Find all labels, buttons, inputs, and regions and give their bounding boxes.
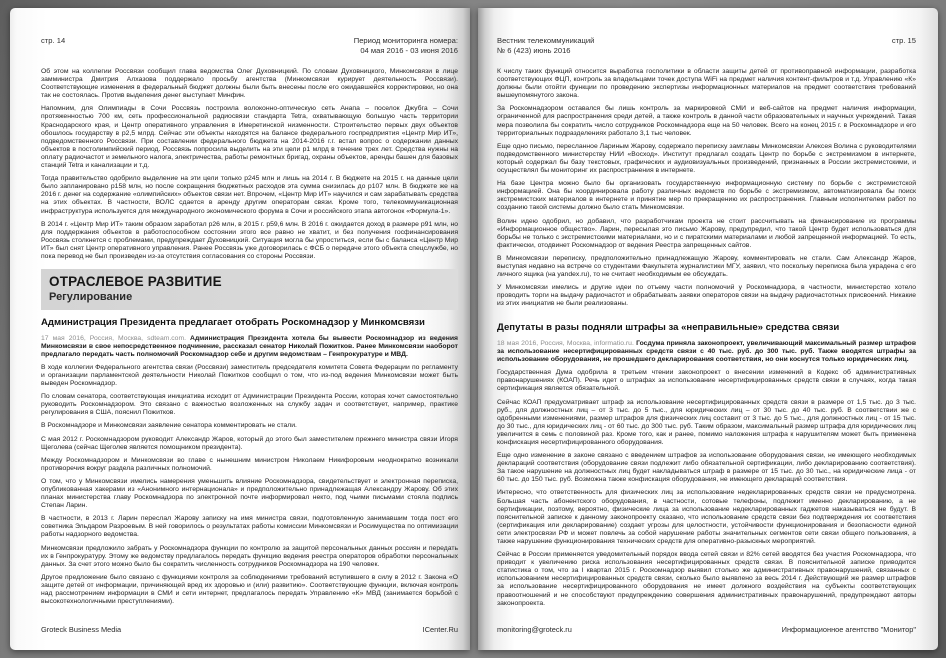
section-title: ОТРАСЛЕВОЕ РАЗВИТИЕ bbox=[49, 274, 222, 290]
section-header-bar bbox=[41, 269, 458, 310]
right-page-body bbox=[497, 68, 916, 608]
article-headline: Администрация Президента предлагает отобрать Роскомнадзор у Минкомсвязи bbox=[41, 317, 425, 329]
source-site: ICenter.Ru bbox=[422, 625, 458, 634]
publisher-name: Groteck Business Media bbox=[41, 625, 122, 634]
body-paragraph: В Роскомнадзоре и Минкомсвязи заявление сенатора комментировать не стали. bbox=[41, 422, 297, 430]
right-page-footer bbox=[497, 625, 916, 634]
page-number-left: стр. 14 bbox=[41, 36, 66, 45]
body-paragraph: Другое предложение было связано с функциями контроля за соблюдениями требований вступившего в силу в 2012 г. Закона «О защите детей от информации, причиняющей вред их здоровью и (или) развитию». Соответствующие функции, включая контроль над рассмотрением информации в СМИ и сети интернет, предлагалось передать Управлению «К» МВД (занимается борьбой с высокотехнологичными преступлениями). bbox=[41, 573, 458, 606]
journal-title: Вестник телекоммуникаций bbox=[497, 36, 595, 45]
body-paragraph: Государственная Дума одобрила в третьем чтении законопроект о внесении изменений в Кодекс об административных правонарушениях (КОАП). Речь идет о штрафах за использование несертифицированных средств связи в случаях, когда такая сертификация является обязательной. bbox=[497, 369, 916, 393]
left-page-footer bbox=[41, 625, 458, 634]
left-page-body bbox=[41, 68, 458, 606]
body-paragraph: Интересно, что ответственность для физических лиц за использование недекларированных средств связи не предусмотрена. Большая часть абонентского оборудования, в частности, сотовые телефоны, подлежит именно декларированию, а не сертификации, поэтому, вероятно, физические лица за использование недекларированных гаджетов наказываться не будут. В пояснительной записке к данному законопроекту сказано, что использование средств связи без подтверждения их соответствия (сертификация или декларирование) создает угрозы для целостности, устойчивости функционирования и безопасности единой сети электросвязи РФ и может повлечь за собой нарушение работы значительных сегментов сети связи общего пользования, а также нарушение функционирования технических средств для оперативно-разыскных мероприятий. bbox=[497, 489, 916, 545]
body-paragraph: Волин идею одобрил, но добавил, что разработчикам проекта не стоит рассчитывать на финансирование из программы «Информационное общество». Ларин, пересылая это письмо Жарову, предупредил, что такой Центр будет использоваться для борьбы не только с экстремистскими материалами, но и с пиратскими материалами и любой запрещенной информацией. То есть, фактически, отодвинет Роскомнадзор от ведения Реестра запрещенных сайтов. bbox=[497, 217, 916, 249]
right-page-content bbox=[497, 8, 916, 650]
section-subtitle: Регулирование bbox=[49, 291, 133, 304]
right-page-header bbox=[497, 36, 916, 55]
body-paragraph: С мая 2012 г. Роскомнадзором руководит Александр Жаров, который до этого был заместителем прежнего министра связи Игоря Щеголева (сейчас Щеголев является помощником президента). bbox=[41, 435, 458, 451]
page-number-right: стр. 15 bbox=[891, 36, 916, 45]
article-lead: Госдума приняла законопроект, увеличивающий максимальный размер штрафов за использование несертифицированных средств связи с 40 тыс. руб. до 300 тыс. руб. Также вводятся штрафы за использование оборудования, не прошедшего декларирования соответствия, но они коснутся только юридических лиц. bbox=[497, 339, 917, 364]
body-paragraph: К числу таких функций относится выработка госполитики в области защиты детей от противоправной информации, разработка соответствующих ФЦП, контроль за владельцами точек доступа WiFi на предмет наличия контент-фильтров и т.д. Управлению «К» должны были отойти функции по проведению экспертизы информационных материалов на предмет соответствия требований вышеупомянутого закона. bbox=[497, 68, 916, 100]
body-paragraph: Сейчас КОАП предусматривает штраф за использование несертифицированных средств связи в размере от 1,5 тыс. до 3 тыс. руб., для должностных лиц – от 3 тыс. до 5 тыс., для юридических лиц – от 30 тыс. до 40 тыс. руб. В соответствии же с одобренными изменениями, размер штрафов для физических лиц составит от 3 тыс. до 5 тыс., для должностных лиц - от 15 тыс. до 30 тыс., для юридических лиц - от 60 тыс. до 300 тыс. руб. Таким образом, максимальный размер штрафа для юридических лиц увеличится в семь с половиной раз. Кроме того, как и ранее, помимо наложения штрафа к нарушителям может быть применена конфискация несертифицированного оборудования. bbox=[497, 398, 916, 446]
journal-title-block bbox=[497, 36, 594, 55]
body-paragraph: За Роскомнадзором оставался бы лишь контроль за маркировкой СМИ и веб-сайтов на предмет наличия информации, ограниченной для распространения среди детей, а также контроль в данной части образовательных и научных учреждений. Такая мера позволила бы сократить число сотрудников Роскомнадзора еще на 50 человек. Всего на конец 2015 г. в Роскомнадзоре и его территориальных подразделениях работало 3,1 тыс человек. bbox=[497, 105, 916, 137]
article-dateline: 17 мая 2016, Россия, Москва, sdteam.com. bbox=[41, 334, 187, 342]
body-paragraph: В ходе коллегии Федерального агентства связи (Россвязи) заместитель председателя комитета Совета Федерации по регламенту и организации парламентской деятельности Николай Пожитков сообщил о том, что из-под ведения Минкомсвязи может быть выведен Роскомнадзор. bbox=[41, 363, 458, 388]
monitoring-period-line1: Период мониторинга номера: bbox=[353, 36, 458, 45]
body-paragraph: На базе Центра можно было бы организовать государственную информационную систему по борьбе с экстремистской информацией. Она бы координировала работу различных ведомств по борьбе с экстремизмом, автоматизировала бы поиск экстремистских материалов в интернете и принятие мер по прекращению их распространения. Главным исполнителем работ по созданию такой системы должно было стать Минкомсвязи. bbox=[497, 180, 916, 212]
page-right bbox=[478, 8, 938, 650]
body-paragraph: Сейчас в России применяется уведомительный порядок ввода сетей связи и 82% сетей вводятся без участия Роскомнадзора, что приводит к увеличению риска использования несертифицированных средств связи. В пояснительной записке приводится статистика о том, что за I квартал 2015 г. Роскомнадзор выявил столько же административных правонарушений, связанных с использованием несертифицированных средств связи, сколько было выявлено за весь 2014 г. Действующий же размер штрафов за использование несертифицированного оборудования не имеет должного воздействия на субъекты соответствующих правоотношений и не способствуют предупреждению совершения административных правонарушений, предупреждают авторы законопроекта. bbox=[497, 551, 916, 607]
monitoring-period-line2: 04 мая 2016 - 03 июня 2016 bbox=[360, 45, 458, 55]
body-paragraph: В 2014 г. «Центр Мир ИТ» таким образом заработал р26 млн, в 2015 г. р59,6 млн. В 2016 г. ожидается доход в размере р91 млн, но для поддержания объектов в работоспособном состоянии этого все равно не хватит, и без получения госфинансирования Россвязь столкнется с проблемами, предупреждает Духовницкий. Ситуация могла бы упроститься, если бы с баланса «Центр Мир ИТ» был снят Центр оперативного управления. Ранее Россвязь уже договорилась с ФСБ о передаче этого объекта спецслужбе, но пока перевод не был произведен из-за отсутствия согласования со стороны Россвязи. bbox=[41, 220, 458, 260]
body-paragraph: У Минкомсвязи имелись и другие идеи по отъему части полномочий у Роскомнадзора, в частности, министерство хотело проводить торги на выдачу радиочастот и обрабатывать заявки операторов связи на выдачу радиочастотных присвоений. Никакие из этих инициатив не были реализованы. bbox=[497, 284, 916, 308]
body-paragraph: По словам сенатора, соответствующая инициатива исходит от Администрации Президента России, которая хочет самостоятельно руководить Роскомнадзором. Это связано с важностью возложенных на службу задач и соответствует, например, практике регулирования в США, пояснил Пожитков. bbox=[41, 393, 458, 417]
article-lead-paragraph bbox=[497, 340, 916, 364]
journal-issue: № 6 (423) июнь 2016 bbox=[497, 45, 571, 55]
article-headline: Депутаты в разы подняли штрафы за «неправильные» средства связи bbox=[497, 322, 840, 334]
page-left bbox=[10, 8, 470, 650]
article-dateline: 18 мая 2016, Россия, Москва, informatio.ru. bbox=[497, 339, 634, 347]
body-paragraph: Минкомсвязи предложило забрать у Роскомнадзора функции по контролю за защитой персональных данных россиян и передать их в Генпрокуратуру. Этому же ведомству предлагалось передать функцию ведения реестра операторов обработки персональных данных. За счет этого можно было бы сократить численность сотрудников Роскомнадзора на 190 человек. bbox=[41, 544, 458, 568]
body-paragraph: Тогда правительство одобрило выделение на эти цели только р245 млн и лишь на 2014 г. В бюджете на 2015 г. на данные цели было запланировано р158 млн, но после сокращения бюджетных расходов эта сумма снизилась до р107 млн. В бюджете же на 2016 г. денег на содержание «олимпийских» объектов связи нет. Впрочем, «Центр Мир ИТ» научился и сам зарабатывать средства на этих объектах. В частности, ВОЛС сдается в аренду другим операторам связи. Кроме того, телекоммуникационная инфраструктура используется для международного экономического форума в Сочи и российского этапа автогонок «Формула-1». bbox=[41, 175, 458, 215]
body-paragraph: Еще одно письмо, пересланное Лариным Жарову, содержало переписку замглавы Минкомсвязи Алексея Волина с руководителями подведомственного министерству НИИ «Восход». Институт предлагал создать Центр по борьбе с экстремизмом в интернете, который содержал бы базу текстовых, графических и аудиовизуальных произведений, признанных в России экстремистскими, и осуществлял бы мониторинг их распространения в интернете. bbox=[497, 142, 916, 175]
agency-name: Информационное агентство "Монитор" bbox=[781, 625, 916, 634]
monitoring-period bbox=[354, 36, 458, 55]
left-page-content bbox=[41, 8, 458, 650]
article-lead-paragraph bbox=[41, 335, 458, 359]
body-paragraph: Между Роскомнадзором и Минкомсвязи во главе с нынешним министром Николаем Никифоровым неоднократно возникали противоречия вокруг раздела различных полномочий. bbox=[41, 456, 458, 472]
article-lead: Администрация Президента хотела бы вывести Роскомнадзор из ведения Минкомсвязи в свое непосредственное подчинение, рассказал сенатор Николай Пожитков. Ранее Минкомсвязи наоборот предлагало передать часть полномочий Роскомнадзор себе и другим ведомствам – Генпрокуратуре и МВД. bbox=[41, 334, 459, 358]
body-paragraph: Об этом на коллегии Россвязи сообщил глава ведомства Олег Духовницкий. По словам Духовницкого, Минкомсвязи в лице замминистра Дмитрия Алхазова поддержало просьбу агентства (Минкомсвязи курирует деятельность Россвязи). Соответствующие изменения в федеральный бюджет должны были быть внесены после его ожидавшейся корректировки, но она так не состоялась. Против выделения денег выступает Минфин. bbox=[41, 68, 458, 100]
body-paragraph: Еще одно изменение в законе связано с введением штрафов за использование оборудования связи, не имеющего необходимых деклараций соответствия (оборудование связи подлежит либо обязательной сертификации, либо декларированию соответствия). За такое нарушение на должностных лиц будет накладываться штраф в размере от 15 тыс. до 30 тыс., на юридические лица - от 60 тыс. до 150 тыс. руб. Возможна также конфискация оборудования, не имеющего деклараций соответствия. bbox=[497, 452, 916, 484]
body-paragraph: Напомним, для Олимпиады в Сочи Россвязь построила волоконно-оптическую сеть Анапа – поселок Джубга – Сочи протяженностью 700 км, сеть профессиональной радиосвязи стандарта Tetra, охватывающую большую часть территории Краснодарского края, и Центр оперативного управления в Имеретинской низменности. Строительство первых двух объектов обошлось государству в р2,5 млрд. Сейчас эти объекты находятся на балансе федерального госпредприятия «Центр Мир ИТ», подведомственного Россвязи. При составлении федерального бюджета на 2014-2016 г.г. встал вопрос о содержании данных объектов в постолимпийский период. Россвязь попросила выделить на эти цели р1 млрд в течение трех лет. Средства нужны на оплату радиочастот и земельного налога, электричества, работы ремонтных бригад, охраны объектов, аренды башен для базовых станций Tetra и канализации и т.д. bbox=[41, 105, 458, 170]
contact-email: monitoring@groteck.ru bbox=[497, 625, 572, 634]
body-paragraph: О том, что у Минкомсвязи имелись намерения уменьшить влияние Роскомнадзора, свидетельствует и электронная переписка, опубликованная хакерами из «Анонимного интернационала» и предположительно принадлежащая Александру Жарову. Об этих планах министерства главу Роскомнадзора по электронной почте информировал некто, под чьими письмами стояла подпись Степан Ларин. bbox=[41, 477, 458, 510]
body-paragraph: В частности, в 2013 г. Ларин переслал Жарову записку на имя министра связи, подготовленную занимавшим тогда пост его советника Эльдаром Разроевым. В ней говорилось о результатах работы комиссии Минкомсвязи и Росимущества по оптимизации работы надзорного ведомства. bbox=[41, 515, 458, 539]
body-paragraph: В Минкомсвязи переписку, предположительно принадлежащую Жарову, комментировать не стали. Сам Александр Жаров, выступая недавно на встрече со студентами Факультета журналистики МГУ, заявил, что поскольку переписка была украдена с его личного ящика (на yandex.ru), то не считает необходимым ее обсуждать. bbox=[497, 254, 916, 279]
left-page-header bbox=[41, 36, 458, 55]
